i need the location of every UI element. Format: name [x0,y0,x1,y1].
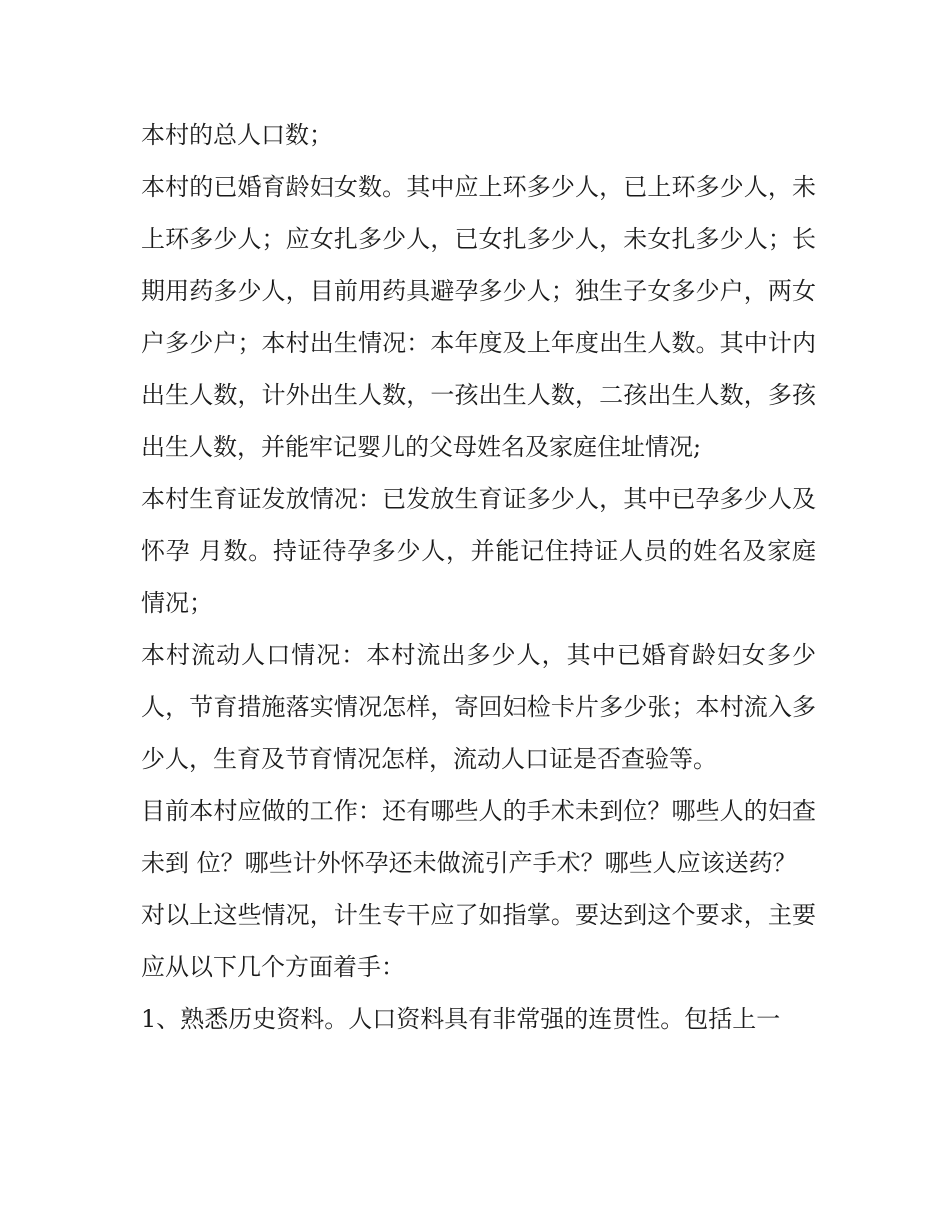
paragraph-current-work: 目前本村应做的工作：还有哪些人的手术未到位？哪些人的妇查未到 位？哪些计外怀孕还未做流引产手术？哪些人应该送药？ [141,797,816,877]
document-body [141,109,816,1045]
paragraph-history-data: 1、熟悉历史资料。人口资料具有非常强的连贯性。包括上一 [141,1005,781,1033]
paragraph-total-population: 本村的总人口数； [141,121,333,149]
paragraph-birth-certificates: 本村生育证发放情况：已发放生育证多少人，其中已孕多少人及怀孕 月数。持证待孕多少人，并能记住持证人员的姓名及家庭情况； [141,485,816,617]
paragraph-married-women: 本村的已婚育龄妇女数。其中应上环多少人，已上环多少人，未上环多少人；应女扎多少人，已女扎多少人，未女扎多少人；长期用药多少人，目前用药具避孕多少人；独生子女多少户，两女户多少户；本村出生情况：本年度及上年度出生人数。其中计内出生人数，计外出生人数，一孩出生人数，二孩出生人数，多孩出生人数，并能牢记婴儿的父母姓名及家庭住址情况; [141,173,816,461]
paragraph-floating-population: 本村流动人口情况：本村流出多少人，其中已婚育龄妇女多少人，节育措施落实情况怎样，寄回妇检卡片多少张；本村流入多少人，生育及节育情况怎样，流动人口证是否查验等。 [141,641,816,773]
paragraph-requirements: 对以上这些情况，计生专干应了如指掌。要达到这个要求，主要应从以下几个方面着手： [141,901,816,981]
